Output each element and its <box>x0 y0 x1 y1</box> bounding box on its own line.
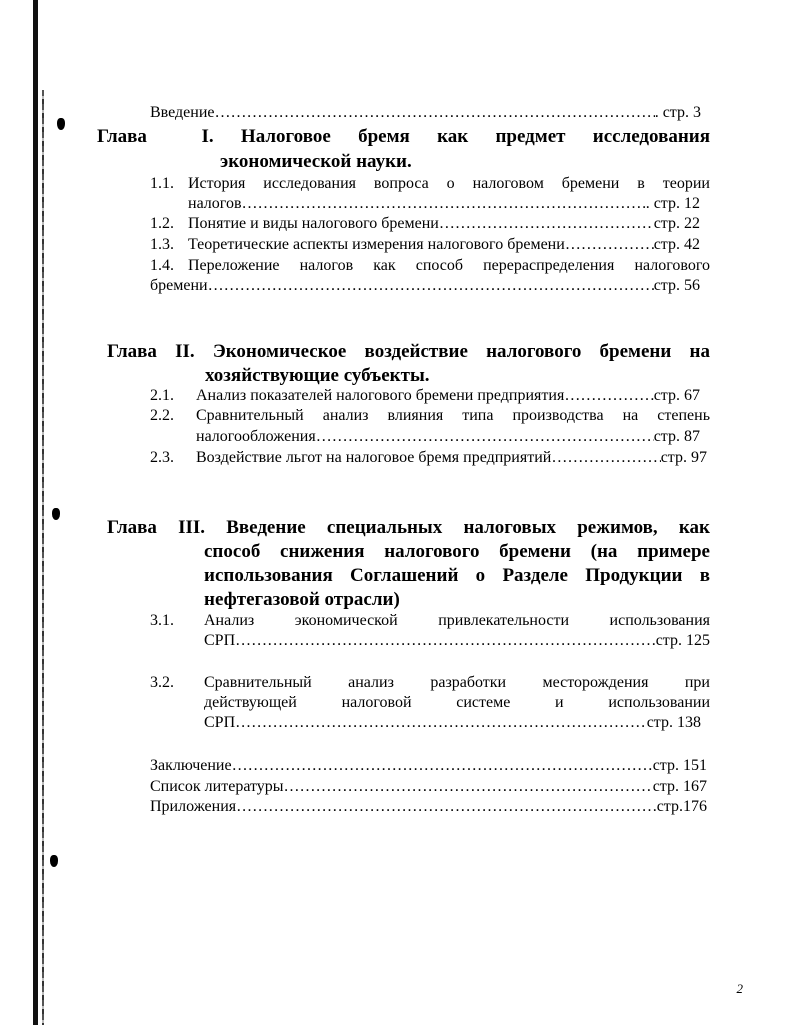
toc-entry-2-2[interactable] <box>196 427 700 447</box>
toc-page-number: стр. 167 <box>652 778 707 795</box>
toc-entry-3-2[interactable] <box>204 713 701 733</box>
toc-entry-label: СРП <box>204 714 236 731</box>
scan-hole-mark <box>57 118 65 130</box>
toc-page-number: стр. 22 <box>653 215 700 232</box>
toc-leader-dots <box>235 713 647 733</box>
toc-page-number: . стр. 3 <box>654 104 701 121</box>
chapter-2-title-line1[interactable]: Глава II. Экономическое воздействие налогового бремени на <box>107 341 710 362</box>
chapter-3-title-line2: способ снижения налогового бремени (на примере <box>204 541 710 562</box>
scan-binding-edge <box>33 0 38 1025</box>
toc-entry-1-2[interactable] <box>188 214 700 234</box>
toc-page-number: стр. 125 <box>655 632 710 649</box>
toc-entry-label: налогообложения <box>196 428 316 445</box>
section-number: 2.3. <box>150 449 174 466</box>
toc-entry-label: Список литературы <box>150 778 284 795</box>
chapter-1-numeral: I. <box>201 126 214 147</box>
toc-page-number: . стр. 12 <box>645 195 700 212</box>
toc-entry-3-1-line1[interactable]: Анализ экономической привлекательности использования <box>204 612 710 629</box>
toc-entry-label: Воздействие льгот на налоговое бремя предприятий <box>196 449 552 466</box>
toc-entry-label: СРП <box>204 632 236 649</box>
toc-entry-2-3[interactable] <box>196 448 707 468</box>
toc-leader-dots <box>242 194 646 214</box>
toc-leader-dots <box>236 797 657 817</box>
chapter-3-title-line4: нефтегазовой отрасли) <box>204 589 400 610</box>
toc-leader-dots <box>564 386 653 406</box>
toc-entry-intro[interactable] <box>150 103 701 123</box>
toc-entry-3-1[interactable] <box>204 631 710 651</box>
toc-entry-label: бремени <box>150 277 208 294</box>
toc-entry-3-2-line1[interactable]: Сравнительный анализ разработки месторождения при <box>204 674 710 691</box>
toc-entry-label: налогов <box>188 195 242 212</box>
section-number: 1.3. <box>150 236 174 253</box>
toc-entry-1-4-line1[interactable]: Переложение налогов как способ перераспределения налогового <box>188 257 710 274</box>
toc-leader-dots <box>439 214 654 234</box>
toc-entry-label: Приложения <box>150 798 237 815</box>
toc-leader-dots <box>232 756 653 776</box>
scan-hole-mark <box>52 508 60 520</box>
section-number: 3.1. <box>150 612 174 629</box>
toc-page-number: стр.176 <box>656 798 707 815</box>
chapter-1-heading[interactable] <box>97 125 710 148</box>
toc-entry-label: Заключение <box>150 757 232 774</box>
scan-hole-mark <box>50 855 58 867</box>
toc-entry-label: Понятие и виды налогового бремени <box>188 215 439 232</box>
section-number: 2.2. <box>150 407 174 424</box>
toc-leader-dots <box>235 631 656 651</box>
page-number: 2 <box>736 981 743 996</box>
chapter-1-title-line2: экономической науки. <box>220 151 412 172</box>
chapter-1-title-line1: Налоговое бремя как предмет исследования <box>240 126 711 147</box>
toc-entry-1-3[interactable] <box>188 235 700 255</box>
section-number: 1.1. <box>150 175 174 192</box>
toc-leader-dots <box>284 777 653 797</box>
section-number: 3.2. <box>150 674 174 691</box>
toc-leader-dots <box>208 276 654 296</box>
toc-leader-dots <box>316 427 654 447</box>
toc-entry-3-2-line2: действующей налоговой системе и использовании <box>204 694 710 711</box>
toc-page-number: стр. 151 <box>652 757 707 774</box>
toc-entry-references[interactable] <box>150 777 707 797</box>
toc-entry-2-1[interactable] <box>196 386 700 406</box>
chapter-3-title-line3: использования Соглашений о Разделе Продукции в <box>204 565 710 586</box>
chapter-1-prefix: Глава <box>97 126 147 147</box>
toc-entry-appendix[interactable] <box>150 797 707 817</box>
toc-entry-1-1[interactable] <box>188 194 700 214</box>
toc-leader-dots <box>565 235 654 255</box>
toc-leader-dots <box>551 448 660 468</box>
toc-entry-2-2-line1[interactable]: Сравнительный анализ влияния типа производства на степень <box>196 407 710 424</box>
toc-entry-label: Теоретические аспекты измерения налогового бремени <box>188 236 565 253</box>
toc-entry-conclusion[interactable] <box>150 756 707 776</box>
scan-binding-texture <box>42 90 44 1025</box>
toc-entry-label: Введение <box>150 104 215 121</box>
toc-leader-dots <box>215 103 655 123</box>
section-number: 2.1. <box>150 387 174 404</box>
toc-page-number: стр. 56 <box>653 277 700 294</box>
toc-page-number: стр. 97 <box>660 449 707 466</box>
chapter-2-title-line2: хозяйствующие субъекты. <box>205 365 430 386</box>
toc-page-number: стр. 138 <box>646 714 701 731</box>
section-number: 1.4. <box>150 257 174 274</box>
toc-entry-1-4[interactable] <box>150 276 700 296</box>
toc-entry-1-1-line1[interactable]: История исследования вопроса о налоговом бремени в теории <box>188 175 710 192</box>
toc-entry-label: Анализ показателей налогового бремени предприятия <box>196 387 565 404</box>
section-number: 1.2. <box>150 215 174 232</box>
chapter-3-title-line1[interactable]: Глава III. Введение специальных налоговых режимов, как <box>107 517 710 538</box>
toc-page-number: стр. 67 <box>653 387 700 404</box>
toc-page-number: стр. 87 <box>653 428 700 445</box>
toc-page-number: стр. 42 <box>653 236 700 253</box>
